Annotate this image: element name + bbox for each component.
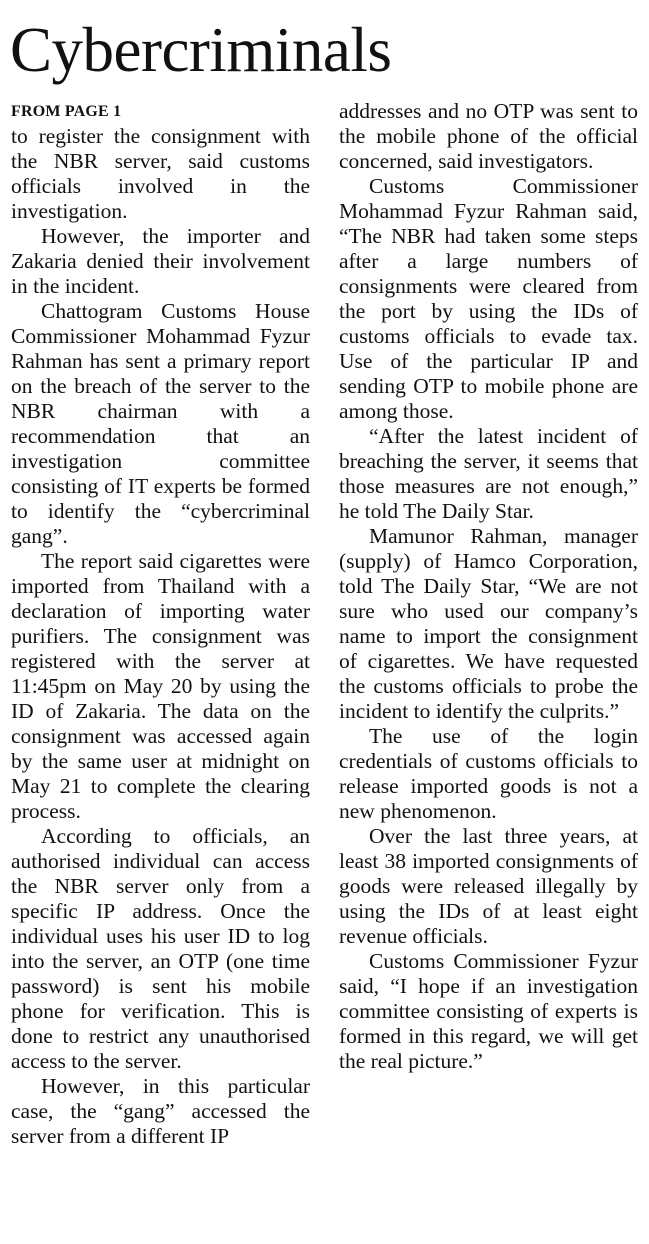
paragraph: However, in this particular case, the “gang” accessed the server from a different IP	[11, 1074, 310, 1148]
headline: Cybercriminals	[10, 15, 392, 85]
article-column-left	[11, 99, 310, 1149]
paragraph: Customs Commissioner Mohammad Fyzur Rahman said, “The NBR had taken some steps after a large numbers of consignments were cleared from the port by using the IDs of customs officials to evade tax. Use of the particular IP and sending OTP to mobile phone are among those.	[339, 174, 638, 423]
continuation-kicker: FROM PAGE 1	[11, 103, 122, 120]
paragraph: Mamunor Rahman, manager (supply) of Hamco Corporation, told The Daily Star, “We are not sure who used our company’s name to import the consignment of cigarettes. We have requested the customs officials to probe the incident to identify the culprits.”	[339, 524, 638, 723]
paragraph: “After the latest incident of breaching the server, it seems that those measures are not enough,” he told The Daily Star.	[339, 424, 638, 523]
paragraph: to register the consignment with the NBR server, said customs officials involved in the investigation.	[11, 124, 310, 223]
paragraph: Customs Commissioner Fyzur said, “I hope if an investigation committee consisting of experts is formed in this regard, we will get the real picture.”	[339, 949, 638, 1073]
article-column-right	[339, 99, 638, 1074]
paragraph: The report said cigarettes were imported from Thailand with a declaration of importing water purifiers. The consignment was registered with the server at 11:45pm on May 20 by using the ID of Zakaria. The data on the consignment was accessed again by the same user at midnight on May 21 to complete the clearing process.	[11, 549, 310, 823]
paragraph: According to officials, an authorised individual can access the NBR server only from a specific IP address. Once the individual uses his user ID to log into the server, an OTP (one time password) is sent his mobile phone for verification. This is done to restrict any unauthorised access to the server.	[11, 824, 310, 1073]
paragraph: The use of the login credentials of customs officials to release imported goods is not a new phenomenon.	[339, 724, 638, 823]
paragraph: Chattogram Customs House Commissioner Mohammad Fyzur Rahman has sent a primary report on the breach of the server to the NBR chairman with a recommendation that an investigation committee consisting of IT experts be formed to identify the “cybercriminal gang”.	[11, 299, 310, 548]
paragraph: However, the importer and Zakaria denied their involvement in the incident.	[11, 224, 310, 298]
paragraph: Over the last three years, at least 38 imported consignments of goods were released illegally by using the IDs of at least eight revenue officials.	[339, 824, 638, 948]
paragraph: addresses and no OTP was sent to the mobile phone of the official concerned, said investigators.	[339, 99, 638, 173]
